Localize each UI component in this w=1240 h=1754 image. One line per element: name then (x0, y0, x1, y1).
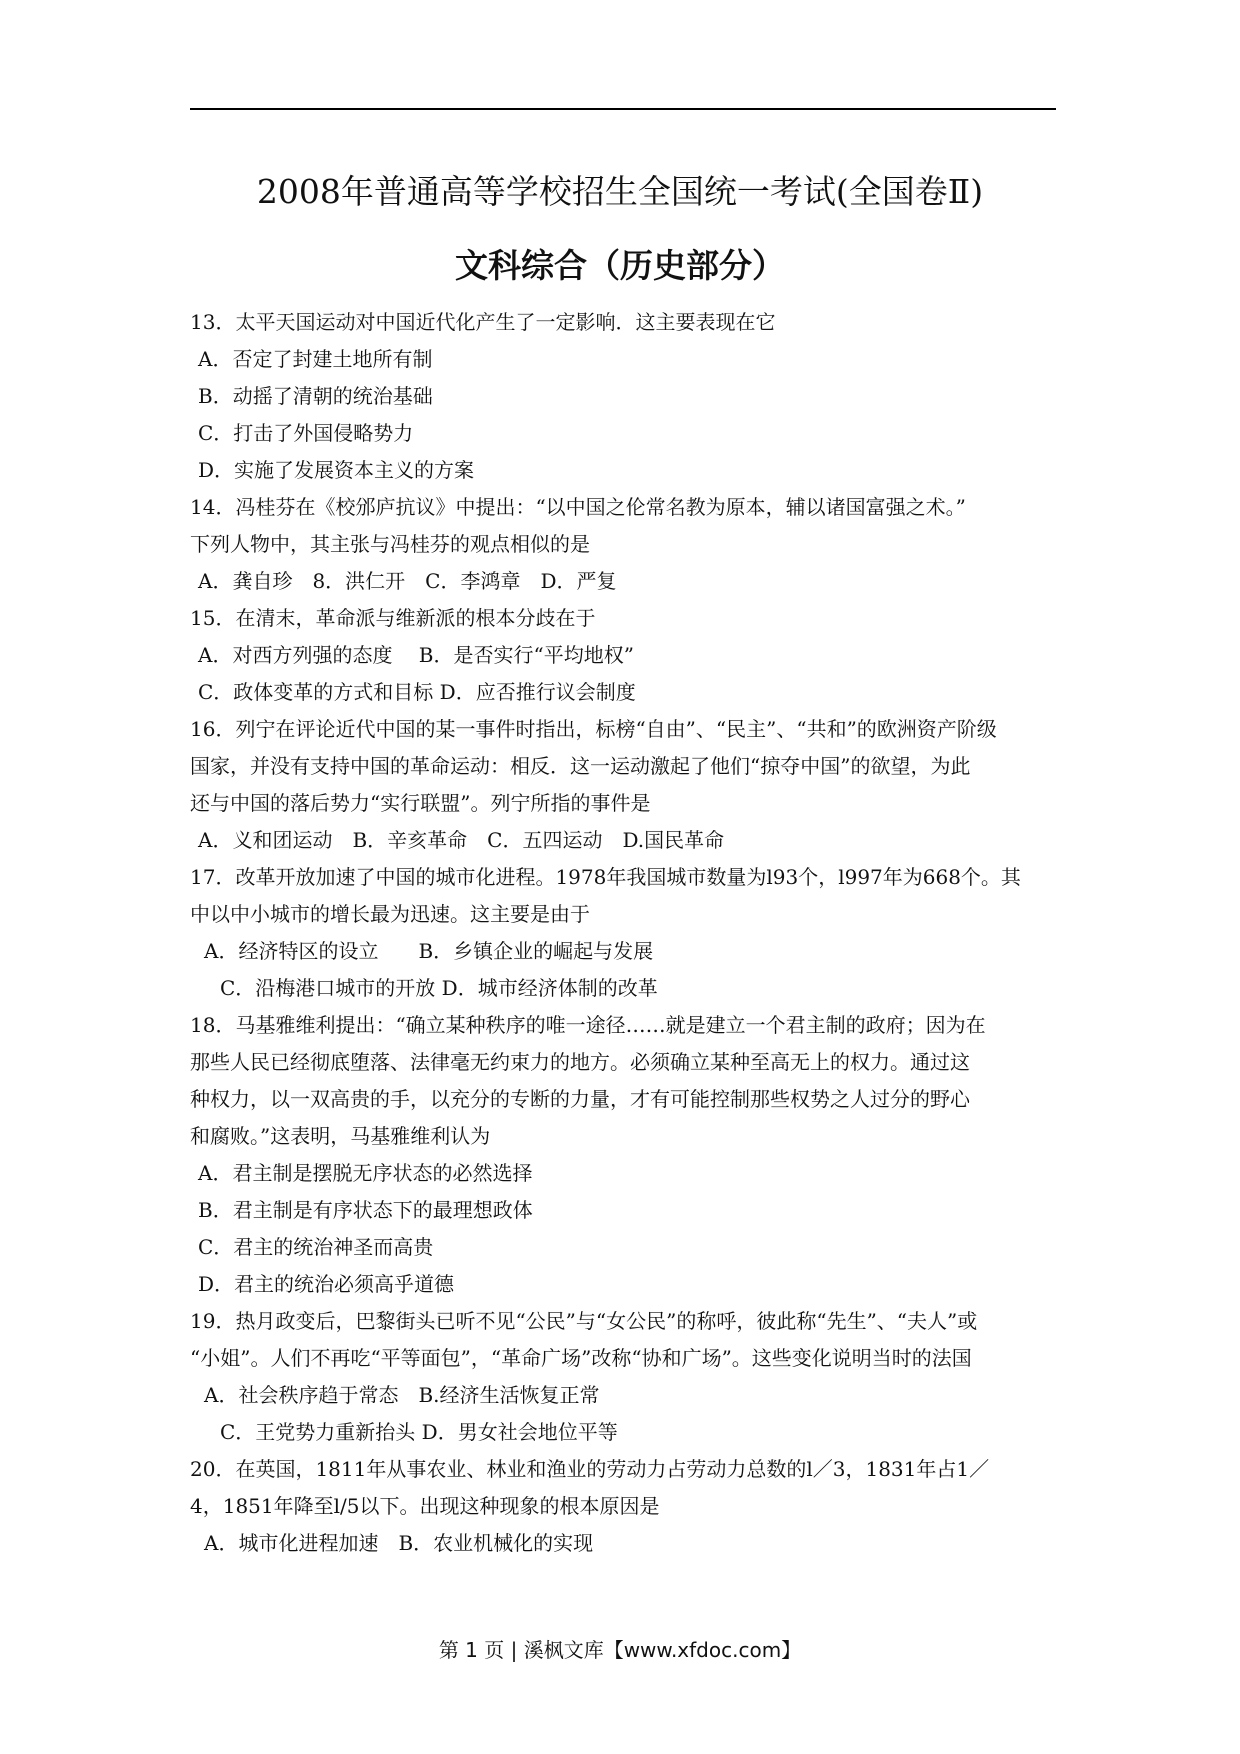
question-text-line: “小姐”。人们不再吃“平等面包”，“革命广场”改称“协和广场”。这些变化说明当时的法国 (190, 1346, 972, 1370)
question-text-line: 4，1851年降至l/5以下。出现这种现象的根本原因是 (190, 1494, 660, 1518)
answer-option-line: A．龚自珍 8．洪仁开 C．李鸿章 D．严复 (198, 569, 617, 593)
question-text-line: 下列人物中，其主张与冯桂芬的观点相似的是 (190, 532, 590, 556)
question-text-line: 20．在英国，1811年从事农业、林业和渔业的劳动力占劳动力总数的l／3，1831年占1／ (190, 1457, 990, 1481)
exam-subtitle: 文科综合（历史部分） (455, 246, 785, 285)
answer-option-line: C．打击了外国侵略势力 (198, 421, 414, 445)
answer-option-line: B．君主制是有序状态下的最理想政体 (198, 1198, 533, 1222)
answer-option-line: C．沿梅港口城市的开放 D．城市经济体制的改革 (220, 976, 658, 1000)
header-rule (190, 108, 1056, 110)
answer-option-line: A．城市化进程加速 B．农业机械化的实现 (204, 1531, 594, 1555)
answer-option-line: A．义和团运动 B．辛亥革命 C．五四运动 D.国民革命 (198, 828, 725, 852)
question-text-line: 和腐败。”这表明，马基雅维利认为 (190, 1124, 491, 1148)
exam-title: 2008年普通高等学校招生全国统一考试(全国卷Ⅱ) (256, 172, 984, 211)
answer-option-line: C．君主的统治神圣而高贵 (198, 1235, 434, 1259)
page-footer: 第 1 页 | 溪枫文库【www.xfdoc.com】 (438, 1638, 802, 1662)
question-text-line: 中以中小城市的增长最为迅速。这主要是由于 (190, 902, 590, 926)
question-text-line: 还与中国的落后势力“实行联盟”。列宁所指的事件是 (190, 791, 651, 815)
answer-option-line: A．经济特区的设立 B．乡镇企业的崛起与发展 (204, 939, 654, 963)
question-text-line: 19．热月政变后，巴黎街头已听不见“公民”与“女公民”的称呼，彼此称“先生”、“夫人”或 (190, 1309, 978, 1333)
answer-option-line: A．对西方列强的态度 B．是否实行“平均地权” (198, 643, 634, 667)
question-text-line: 那些人民已经彻底堕落、法律毫无约束力的地方。必须确立某种至高无上的权力。通过这 (190, 1050, 970, 1074)
question-text-line: 17．改革开放加速了中国的城市化进程。1978年我国城市数量为l93个，l997年为668个。其 (190, 865, 1021, 889)
question-text-line: 国家，并没有支持中国的革命运动：相反．这一运动激起了他们“掠夺中国”的欲望，为此 (190, 754, 971, 778)
answer-option-line: A．君主制是摆脱无序状态的必然选择 (198, 1161, 533, 1185)
answer-option-line: A．社会秩序趋于常态 B.经济生活恢复正常 (204, 1383, 600, 1407)
question-text-line: 14．冯桂芬在《校邠庐抗议》中提出：“以中国之伦常名教为原本，辅以诸国富强之术。” (190, 495, 966, 519)
question-text-line: 18．马基雅维利提出：“确立某种秩序的唯一途径……就是建立一个君主制的政府；因为在 (190, 1013, 986, 1037)
answer-option-line: D．实施了发展资本主义的方案 (198, 458, 475, 482)
answer-option-line: A．否定了封建土地所有制 (198, 347, 433, 371)
question-body (190, 304, 1070, 1562)
question-text-line: 种权力，以一双高贵的手，以充分的专断的力量，才有可能控制那些权势之人过分的野心 (190, 1087, 970, 1111)
answer-option-line: C．王党势力重新抬头 D．男女社会地位平等 (220, 1420, 618, 1444)
answer-option-line: C．政体变革的方式和目标 D．应否推行议会制度 (198, 680, 636, 704)
question-text-line: 13．太平天国运动对中国近代化产生了一定影响．这主要表现在它 (190, 310, 776, 334)
question-text-line: 15．在清末，革命派与维新派的根本分歧在于 (190, 606, 596, 630)
question-text-line: 16．列宁在评论近代中国的某一事件时指出，标榜“自由”、“民主”、“共和”的欧洲资产阶级 (190, 717, 997, 741)
answer-option-line: D．君主的统治必须高乎道德 (198, 1272, 455, 1296)
answer-option-line: B．动摇了清朝的统治基础 (198, 384, 433, 408)
